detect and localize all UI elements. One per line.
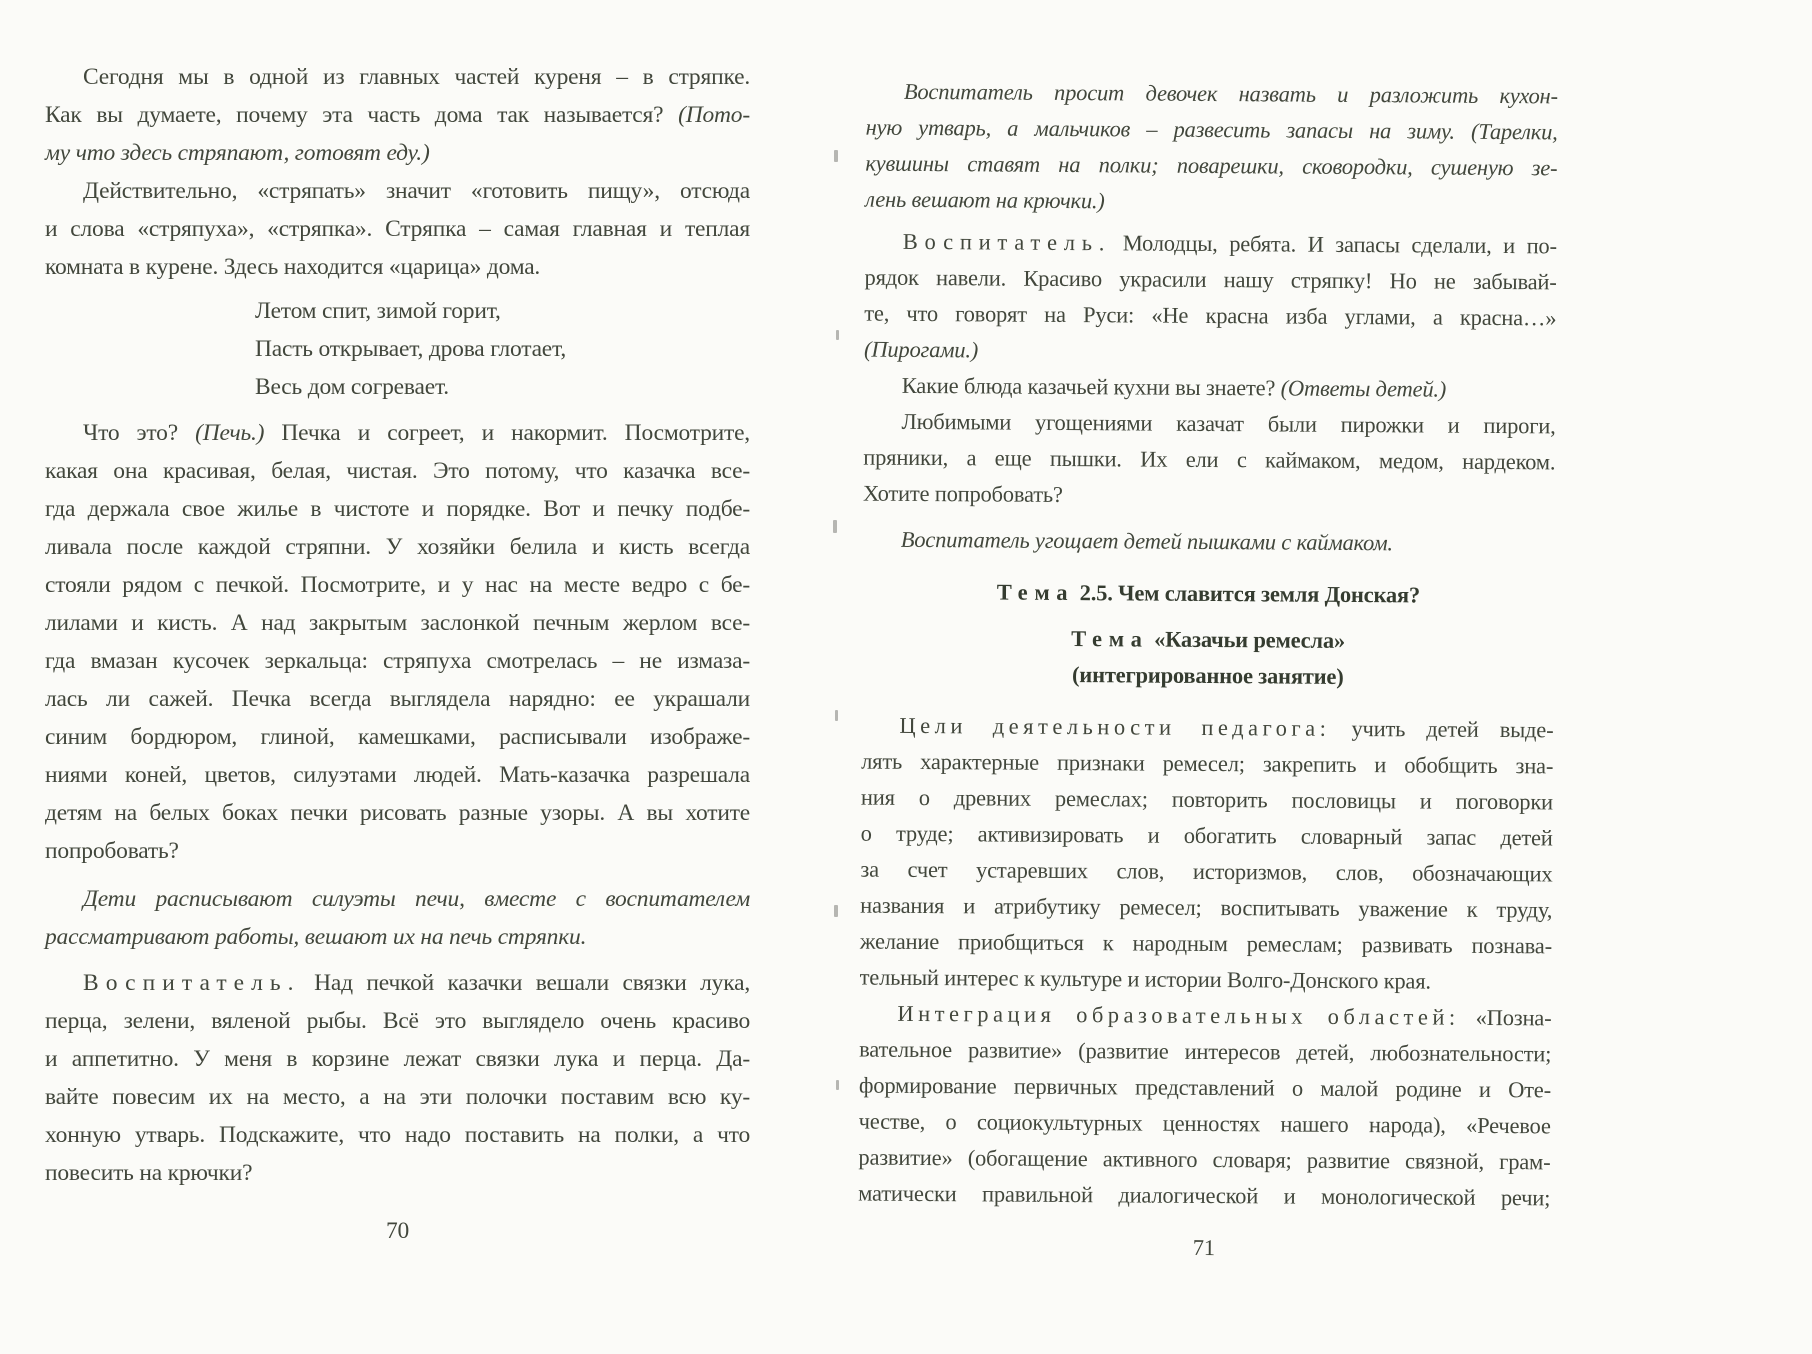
poem-line: Весь дом согревает. (255, 374, 449, 400)
text-line: за счет устаревших слов, историзмов, слов, обозначающих (860, 856, 1553, 887)
text-line: ную утварь, а мальчиков – развесить запасы на зиму. (Тарелки, (865, 114, 1558, 145)
speaker-label: Воспитатель. (83, 970, 301, 996)
text-line: вайте повесим их на место, а на эти полочки поставим всю ку- (45, 1084, 750, 1110)
text-line: стояли рядом с печкой. Посмотрите, и у нас на месте ведро с бе- (45, 572, 750, 598)
paragraph (863, 404, 1556, 517)
text-line: Дети расписывают силуэты печи, вместе с воспитателем (83, 886, 750, 912)
text-line (864, 368, 1556, 409)
text-line: гда вмазан кусочек зеркальца: стряпуха смотрелась – не измаза- (45, 648, 750, 674)
text-line: хонную утварь. Подскажите, что надо поставить на полки, а что (45, 1122, 750, 1148)
text-segment: Над печкой казачки вешали связки лука, (300, 970, 750, 996)
paragraph (860, 708, 1554, 1001)
text-line: формирование первичных представлений о малой родине и Оте- (858, 1072, 1552, 1103)
answer-text: (Ответы детей.) (1280, 375, 1447, 402)
text-line: рядок навели. Красиво украсили нашу стряпку! Но не забывай- (864, 264, 1557, 295)
text-segment: «Позна- (1459, 1004, 1552, 1031)
paragraph (45, 964, 750, 1192)
answer-text: му что здесь стряпают, готовят еду.) (45, 140, 430, 166)
stage-direction-paragraph (863, 522, 1555, 563)
page-70 (45, 58, 750, 1250)
page-number: 70 (385, 1218, 410, 1244)
integration-label: Интеграция образовательных областей: (897, 1000, 1460, 1030)
heading-text: «Казачьи ремесла» (1148, 626, 1346, 653)
paragraph (864, 224, 1557, 373)
text-line: Хотите попробовать? (862, 480, 1063, 507)
stage-direction-paragraph (45, 880, 750, 956)
heading-label: Тема (1071, 626, 1149, 652)
text-line (45, 414, 750, 452)
text-segment: Молодцы, ребята. И запасы сделали, и по- (1111, 230, 1557, 259)
text-line: и аппетитно. У меня в корзине лежат связки лука и перца. Да- (45, 1046, 750, 1072)
text-line: ния о древних ремеслах; повторить пословицы и поговорки (860, 784, 1554, 815)
scan-artifact (836, 1080, 839, 1090)
answer-text: (Печь.) (195, 420, 265, 446)
text-line (865, 224, 1557, 265)
text-line: Любимыми угощениями казачат были пирожки и пироги, (901, 408, 1556, 439)
text-line (861, 708, 1553, 749)
text-segment: Что это? (83, 420, 196, 446)
text-line: о труде; активизировать и обогатить словарный запас детей (860, 820, 1553, 851)
stage-direction-paragraph (865, 74, 1558, 223)
text-line (45, 96, 750, 134)
heading-text: 2.5. Чем славится земля Донская? (1074, 580, 1421, 608)
section-heading (862, 574, 1554, 615)
text-line (859, 996, 1551, 1037)
poem-line: Пасть открывает, дрова глотает, (255, 336, 567, 362)
text-segment: Какие блюда казачьей кухни вы знаете? (901, 372, 1281, 401)
text-line: какая она красивая, белая, чистая. Это потому, что казачка все- (45, 458, 750, 484)
text-line: пряники, а еще пышки. Их ели с каймаком, медом, нардеком. (863, 444, 1556, 475)
paragraph (45, 58, 750, 172)
text-line: рассматривают работы, вешают их на печь стряпки. (45, 924, 587, 950)
riddle-poem (45, 292, 750, 406)
scan-artifact (835, 710, 838, 721)
text-line: ливала после каждой стряпни. У хозяйки белила и кисть всегда (45, 534, 750, 560)
scan-artifact (834, 905, 838, 917)
text-line: синим бордюром, глиной, камешками, расписывали изображе- (45, 724, 750, 750)
text-line: те, что говорят на Руси: «Не красна изба углами, а красна…» (864, 300, 1557, 331)
text-line: вательное развитие» (развитие интересов детей, любознательности; (859, 1036, 1552, 1067)
text-line: Воспитатель угощает детей пышками с каймаком. (900, 526, 1393, 556)
text-line: гда держала свое жилье в чистоте и порядке. Вот и печку подбе- (45, 496, 750, 522)
paragraph (45, 414, 750, 870)
text-line: детям на белых боках печки рисовать разные узоры. А вы хотите (45, 800, 750, 826)
text-line: честве, о социокультурных ценностях нашего народа), «Речевое (858, 1108, 1551, 1139)
text-line: Воспитатель просит девочек назвать и разложить кухон- (903, 78, 1558, 109)
text-line: Действительно, «стряпать» значит «готовить пищу», отсюда (83, 178, 750, 204)
lesson-title-heading (862, 620, 1554, 697)
text-line: кувшины ставят на полки; поварешки, сковородки, сушеную зе- (865, 150, 1558, 181)
text-line: ниями коней, цветов, силуэтами людей. Мать-казачка разрешала (45, 762, 750, 788)
text-line (45, 964, 750, 1002)
paragraph (864, 368, 1556, 409)
text-line: тельный интерес к культуре и истории Волго-Донского края. (859, 964, 1431, 994)
lesson-subtitle: (интегрированное занятие) (1071, 662, 1344, 689)
scan-artifact (834, 150, 838, 162)
answer-text: (Пирогами.) (863, 336, 979, 363)
answer-text: (Пото- (678, 102, 750, 128)
text-line: попробовать? (45, 838, 179, 864)
text-line: развитие» (обогащение активного словаря; развитие связной, грам- (858, 1144, 1551, 1175)
text-segment: Как вы думаете, почему эта часть дома так называется? (45, 102, 679, 128)
scan-artifact (833, 520, 837, 533)
text-line: лять характерные признаки ремесел; закрепить и обобщить зна- (861, 748, 1554, 779)
text-line: матически правильной диалогической и монологической речи; (858, 1180, 1551, 1211)
text-line: названия и атрибутику ремесел; воспитывать уважение к труду, (860, 892, 1553, 923)
scan-artifact (836, 330, 839, 340)
page-number: 71 (1192, 1234, 1215, 1261)
text-line: лась ли сажей. Печка всегда выглядела нарядно: ее украшали (45, 686, 750, 712)
paragraph (858, 996, 1551, 1217)
text-segment: Печка и согреет, и накормит. Посмотрите, (264, 420, 750, 446)
text-line: комната в курене. Здесь находится «царица» дома. (45, 254, 541, 280)
heading-label: Тема (996, 579, 1075, 606)
speaker-label: Воспитатель. (902, 228, 1112, 256)
text-line: перца, зелени, вяленой рыбы. Всё это выглядело очень красиво (45, 1008, 750, 1034)
page-71 (858, 74, 1558, 1269)
text-segment: учить детей выде- (1330, 715, 1554, 743)
text-line: лилами и кисть. А над закрытым заслонкой печным жерлом все- (45, 610, 750, 636)
paragraph (45, 172, 750, 286)
lesson-title (862, 620, 1554, 661)
poem-line: Летом спит, зимой горит, (255, 298, 501, 324)
text-line: повесить на крючки? (45, 1160, 253, 1186)
text-line: лень вешают на крючки.) (865, 186, 1105, 214)
text-line: желание приобщиться к народным ремеслам; развивать познава- (859, 928, 1553, 959)
text-line: и слова «стряпуха», «стряпка». Стряпка – самая главная и теплая (45, 216, 750, 242)
text-line: Сегодня мы в одной из главных частей куреня – в стряпке. (83, 64, 750, 90)
goals-label: Цели деятельности педагога: (899, 712, 1331, 741)
